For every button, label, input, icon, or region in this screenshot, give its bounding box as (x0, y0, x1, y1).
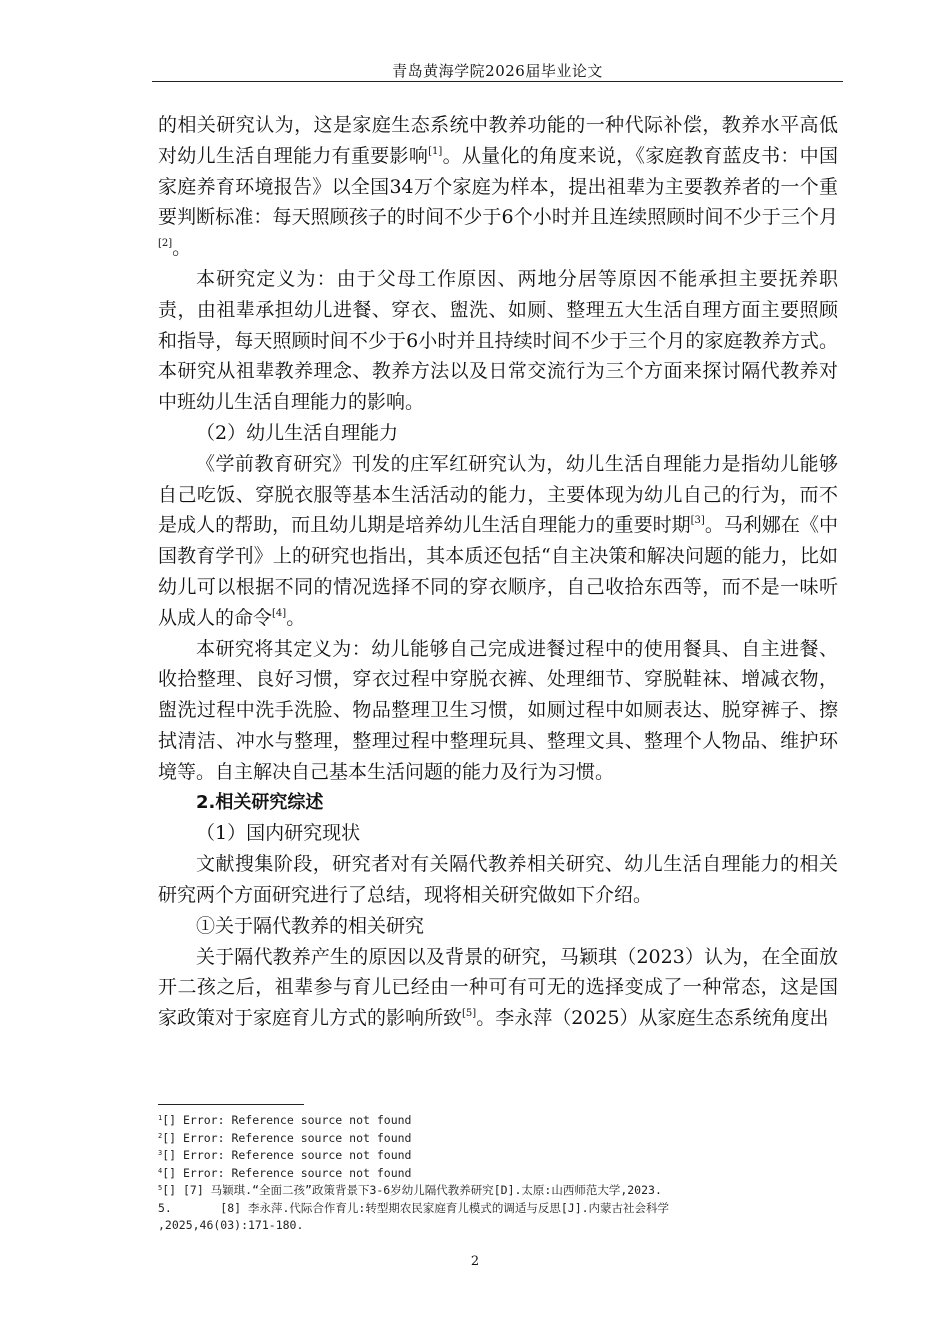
footnote-text: [] Error: Reference source not found (162, 1165, 412, 1180)
subheading: （1）国内研究现状 (196, 822, 361, 845)
footnote-marker: 3 (158, 1149, 163, 1157)
citation-marker: [4] (272, 607, 287, 619)
footnote (158, 1165, 838, 1183)
footnote-text: ,2025,46(03):171-180. (158, 1218, 304, 1232)
text-run: 的相关研究认为，这是家庭生态系统中教养功能的一种代际补偿，教养水平高低对幼儿生活自理能力有重要影响 (158, 114, 838, 167)
text-run: 。 (286, 606, 306, 629)
text-run: 本研究将其定义为：幼儿能够自己完成进餐过程中的使用餐具、自主进餐、收拾整理、良好习惯，穿衣过程中穿脱衣裤、处理细节、穿脱鞋袜、增减衣物，盥洗过程中洗手洗脸、物品整理卫生习惯，如厕过程中如厕表达、脱穿裤子、擦拭清洁、冲水与整理，整理过程中整理玩具、整理文具、整理个人物品、维护环境等。自主解决自己基本生活问题的能力及行为习惯。 (158, 637, 838, 783)
footnote (158, 1130, 838, 1148)
paragraph (158, 942, 838, 1034)
footnote-text: [] [7] 马颖琪.“全面二孩”政策背景下3-6岁幼儿隔代教养研究[D].太原:山西师范大学,2023. (162, 1183, 662, 1197)
text-run: 。 (172, 237, 192, 260)
footnote-text: [] Error: Reference source not found (162, 1130, 412, 1145)
footnote-marker: 4 (158, 1166, 163, 1175)
paragraph (158, 849, 838, 911)
footnote (158, 1147, 838, 1165)
paragraph (158, 264, 838, 418)
citation-marker: [3] (690, 515, 705, 527)
subheading: ①关于隔代教养的相关研究 (196, 914, 425, 937)
text-run: 本研究定义为：由于父母工作原因、两地分居等原因不能承担主要抚养职责，由祖辈承担幼儿进餐、穿衣、盥洗、如厕、整理五大生活自理方面主要照顾和指导，每天照顾时间不少于6小时并且持续时间不少于三个月的家庭教养方式。本研究从祖辈教养理念、教养方法以及日常交流行为三个方面来探讨隔代教养对中班幼儿生活自理能力的影响。 (158, 267, 838, 414)
footnote (158, 1200, 838, 1218)
footnote-text: 5. [8] 李永萍.代际合作育儿:转型期农民家庭育儿模式的调适与反思[J].内蒙古社会科学 (158, 1200, 670, 1215)
text-run: 。从量化的角度来说，《家庭教育蓝皮书：中国家庭养育环境报告》以全国34万个家庭为样本，提出祖辈为主要教养者的一个重要判断标准：每天照顾孩子的时间不少于6个小时并且连续照顾时间不少于三个月 (158, 144, 838, 229)
footnote-rule (158, 1104, 304, 1105)
footnote-text: [] Error: Reference source not found (162, 1148, 412, 1162)
footnote (158, 1182, 838, 1200)
citation-marker: [2] (158, 238, 173, 250)
paragraph (158, 634, 838, 788)
paragraph (158, 110, 838, 264)
page-number: 2 (470, 1254, 480, 1269)
footnote-marker: 2 (158, 1131, 163, 1140)
text-run: 《学前教育研究》刊发的庄军红研究认为，幼儿生活自理能力是指幼儿能够自己吃饭、穿脱衣服等基本生活活动的能力，主要体现为幼儿自己的行为，而不是成人的帮助，而且幼儿期是培养幼儿生活自理能力的重要时期 (158, 452, 838, 537)
footnote (158, 1112, 838, 1130)
text-run: 。李永萍（2025）从家庭生态系统角度出 (476, 1007, 829, 1030)
text-run: 文献搜集阶段，研究者对有关隔代教养相关研究、幼儿生活自理能力的相关研究两个方面研究进行了总结，现将相关研究做如下介绍。 (158, 853, 838, 906)
footnote-marker: 1 (158, 1114, 163, 1122)
page-header-title: 青岛黄海学院2026届毕业论文 (392, 62, 603, 80)
footnote-marker: 5 (158, 1184, 163, 1192)
footnote (158, 1217, 838, 1235)
body-text (158, 110, 838, 1034)
paragraph (158, 449, 838, 634)
footnote-text: [] Error: Reference source not found (162, 1113, 412, 1127)
text-run: 关于隔代教养产生的原因以及背景的研究，马颖琪（2023）认为，在全面放开二孩之后，祖辈参与育儿已经由一种可有可无的选择变成了一种常态，这是国家政策对于家庭育儿方式的影响所致 (158, 945, 838, 1030)
citation-marker: [5] (462, 1008, 477, 1020)
text-run: 。马利娜在《中国教育学刊》上的研究也指出，其本质还包括“自主决策和解决问题的能力，比如幼儿可以根据不同的情况选择不同的穿衣顺序，自己收拾东西等，而不是一味听从成人的命令 (158, 514, 838, 629)
header-rule (152, 81, 843, 82)
subheading: （2）幼儿生活自理能力 (196, 421, 399, 444)
footnotes (158, 1112, 838, 1235)
section-heading: 2.相关研究综述 (196, 791, 324, 813)
citation-marker: [1] (428, 145, 443, 157)
